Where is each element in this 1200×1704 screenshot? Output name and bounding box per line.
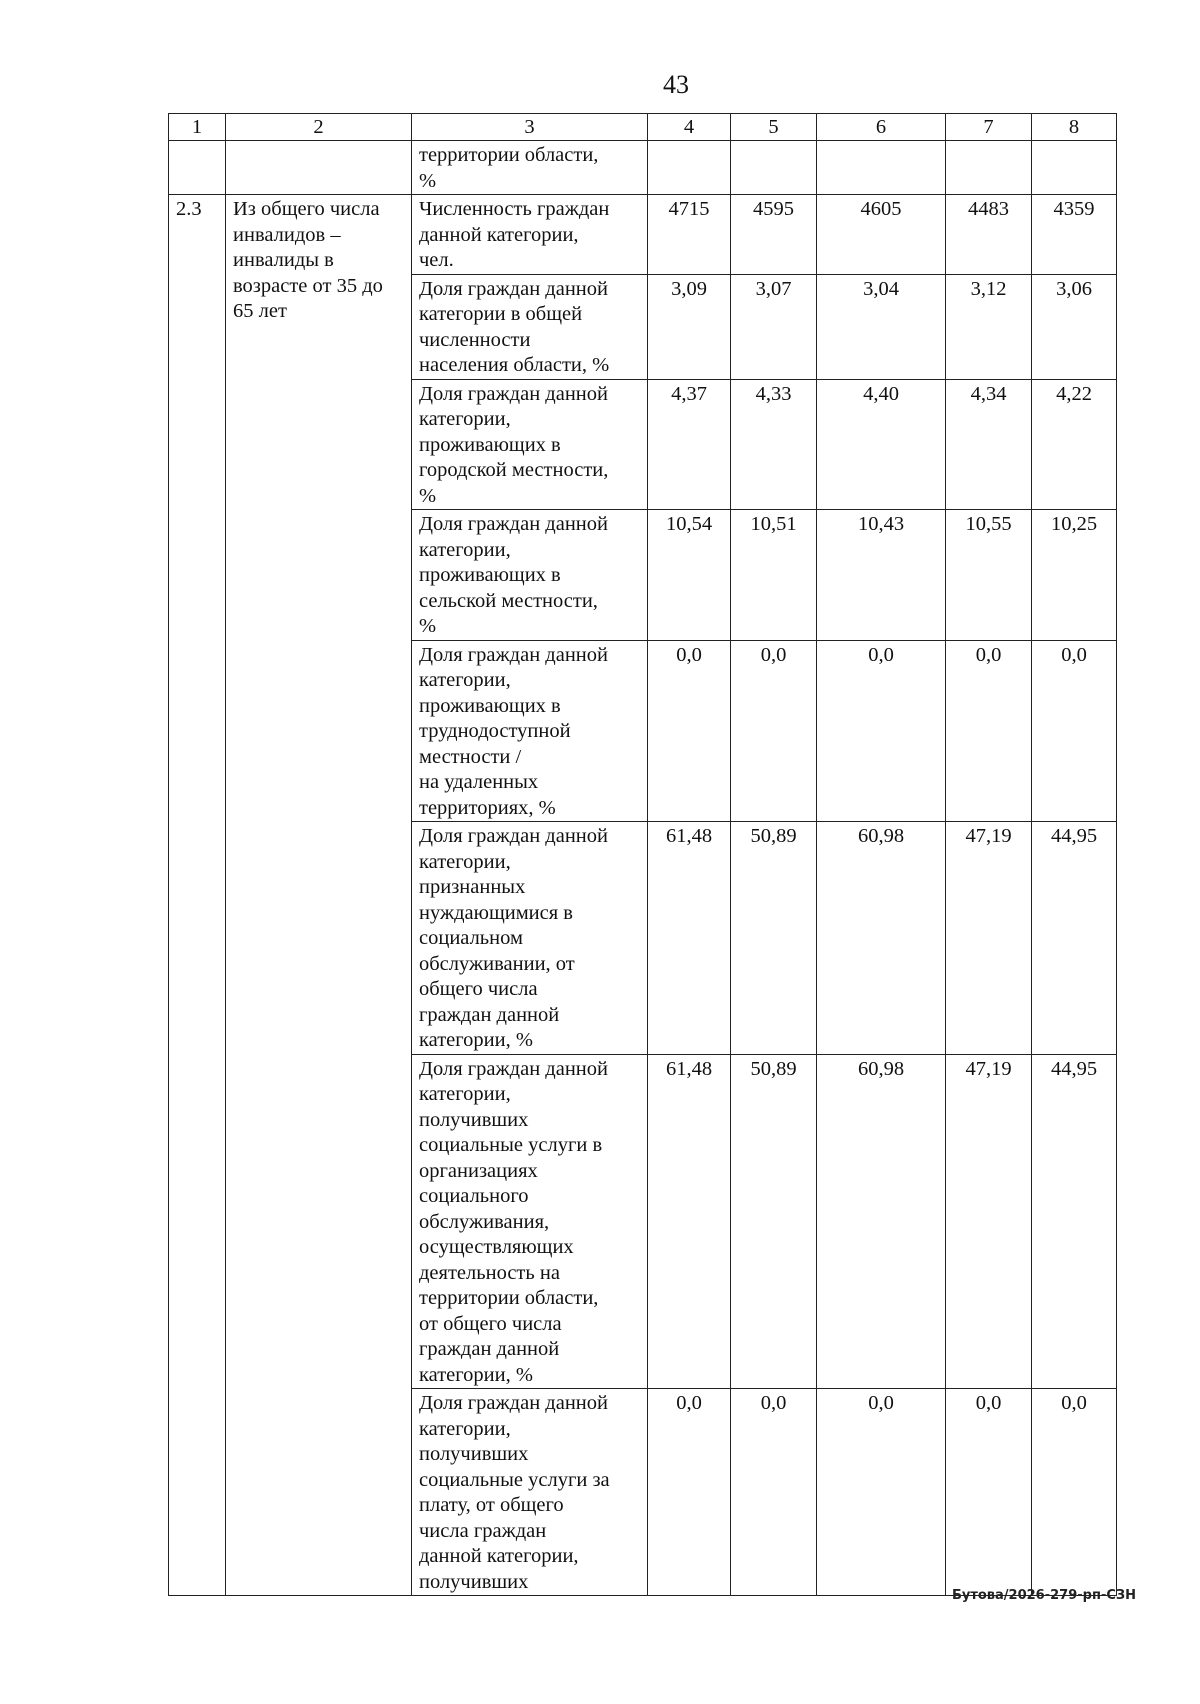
- table-row: [169, 195, 1117, 275]
- value-cell: 4,34: [946, 379, 1032, 510]
- value-cell: 61,48: [648, 822, 731, 1055]
- value-cell: 44,95: [1032, 822, 1117, 1055]
- value-cell: 47,19: [946, 1054, 1032, 1389]
- value-cell: 3,12: [946, 274, 1032, 379]
- value-cell: 61,48: [648, 1054, 731, 1389]
- value-cell: 10,54: [648, 510, 731, 641]
- value-cell: 0,0: [1032, 1389, 1117, 1596]
- column-header: 7: [946, 114, 1032, 141]
- indicator-cell: Доля граждан данной категории, проживающих в городской местности, %: [412, 379, 648, 510]
- indicator-cell: Доля граждан данной категории в общей численности населения области, %: [412, 274, 648, 379]
- empty-cell: [226, 141, 412, 195]
- value-cell: 10,55: [946, 510, 1032, 641]
- value-cell: 60,98: [817, 1054, 946, 1389]
- value-cell: 0,0: [946, 640, 1032, 822]
- value-cell: 0,0: [817, 1389, 946, 1596]
- document-code: Бутова/2026-279-рп-СЗН: [951, 1588, 1136, 1603]
- value-cell: 4359: [1032, 195, 1117, 275]
- value-cell: 3,09: [648, 274, 731, 379]
- value-cell: 3,06: [1032, 274, 1117, 379]
- empty-cell: [731, 141, 817, 195]
- value-cell: 4,40: [817, 379, 946, 510]
- value-cell: 10,51: [731, 510, 817, 641]
- value-cell: 0,0: [648, 1389, 731, 1596]
- column-header: 1: [169, 114, 226, 141]
- column-header: 8: [1032, 114, 1117, 141]
- empty-cell: [648, 141, 731, 195]
- value-cell: 0,0: [1032, 640, 1117, 822]
- column-number-row: [169, 114, 1117, 141]
- value-cell: 4483: [946, 195, 1032, 275]
- value-cell: 4,22: [1032, 379, 1117, 510]
- indicator-cell: территории области, %: [412, 141, 648, 195]
- value-cell: 60,98: [817, 822, 946, 1055]
- value-cell: 4,33: [731, 379, 817, 510]
- indicator-cell: Доля граждан данной категории, получивших социальные услуги за плату, от общего числа граждан данной категории, получивших: [412, 1389, 648, 1596]
- column-header: 3: [412, 114, 648, 141]
- value-cell: 4595: [731, 195, 817, 275]
- value-cell: 0,0: [731, 1389, 817, 1596]
- value-cell: 3,04: [817, 274, 946, 379]
- value-cell: 4715: [648, 195, 731, 275]
- empty-cell: [1032, 141, 1117, 195]
- statistics-table: [168, 113, 1117, 1596]
- value-cell: 0,0: [648, 640, 731, 822]
- empty-cell: [946, 141, 1032, 195]
- indicator-cell: Численность граждан данной категории, чел.: [412, 195, 648, 275]
- value-cell: 50,89: [731, 822, 817, 1055]
- value-cell: 3,07: [731, 274, 817, 379]
- value-cell: 4605: [817, 195, 946, 275]
- indicator-cell: Доля граждан данной категории, проживающих в труднодоступной местности / на удаленных территориях, %: [412, 640, 648, 822]
- value-cell: 44,95: [1032, 1054, 1117, 1389]
- empty-cell: [169, 141, 226, 195]
- indicator-cell: Доля граждан данной категории, проживающих в сельской местности, %: [412, 510, 648, 641]
- continuation-row: [169, 141, 1117, 195]
- value-cell: 0,0: [946, 1389, 1032, 1596]
- value-cell: 0,0: [731, 640, 817, 822]
- column-header: 5: [731, 114, 817, 141]
- value-cell: 4,37: [648, 379, 731, 510]
- column-header: 4: [648, 114, 731, 141]
- section-title: Из общего числа инвалидов – инвалиды в возрасте от 35 до 65 лет: [226, 195, 412, 1596]
- column-header: 2: [226, 114, 412, 141]
- value-cell: 50,89: [731, 1054, 817, 1389]
- value-cell: 10,43: [817, 510, 946, 641]
- value-cell: 0,0: [817, 640, 946, 822]
- indicator-cell: Доля граждан данной категории, получивших социальные услуги в организациях социального обслуживания, осуществляющих деятельность на территории области, от общего числа граждан данной категории, %: [412, 1054, 648, 1389]
- value-cell: 47,19: [946, 822, 1032, 1055]
- empty-cell: [817, 141, 946, 195]
- page-number: 43: [663, 70, 689, 99]
- value-cell: 10,25: [1032, 510, 1117, 641]
- section-number: 2.3: [169, 195, 226, 1596]
- indicator-cell: Доля граждан данной категории, признанных нуждающимися в социальном обслуживании, от общего числа граждан данной категории, %: [412, 822, 648, 1055]
- column-header: 6: [817, 114, 946, 141]
